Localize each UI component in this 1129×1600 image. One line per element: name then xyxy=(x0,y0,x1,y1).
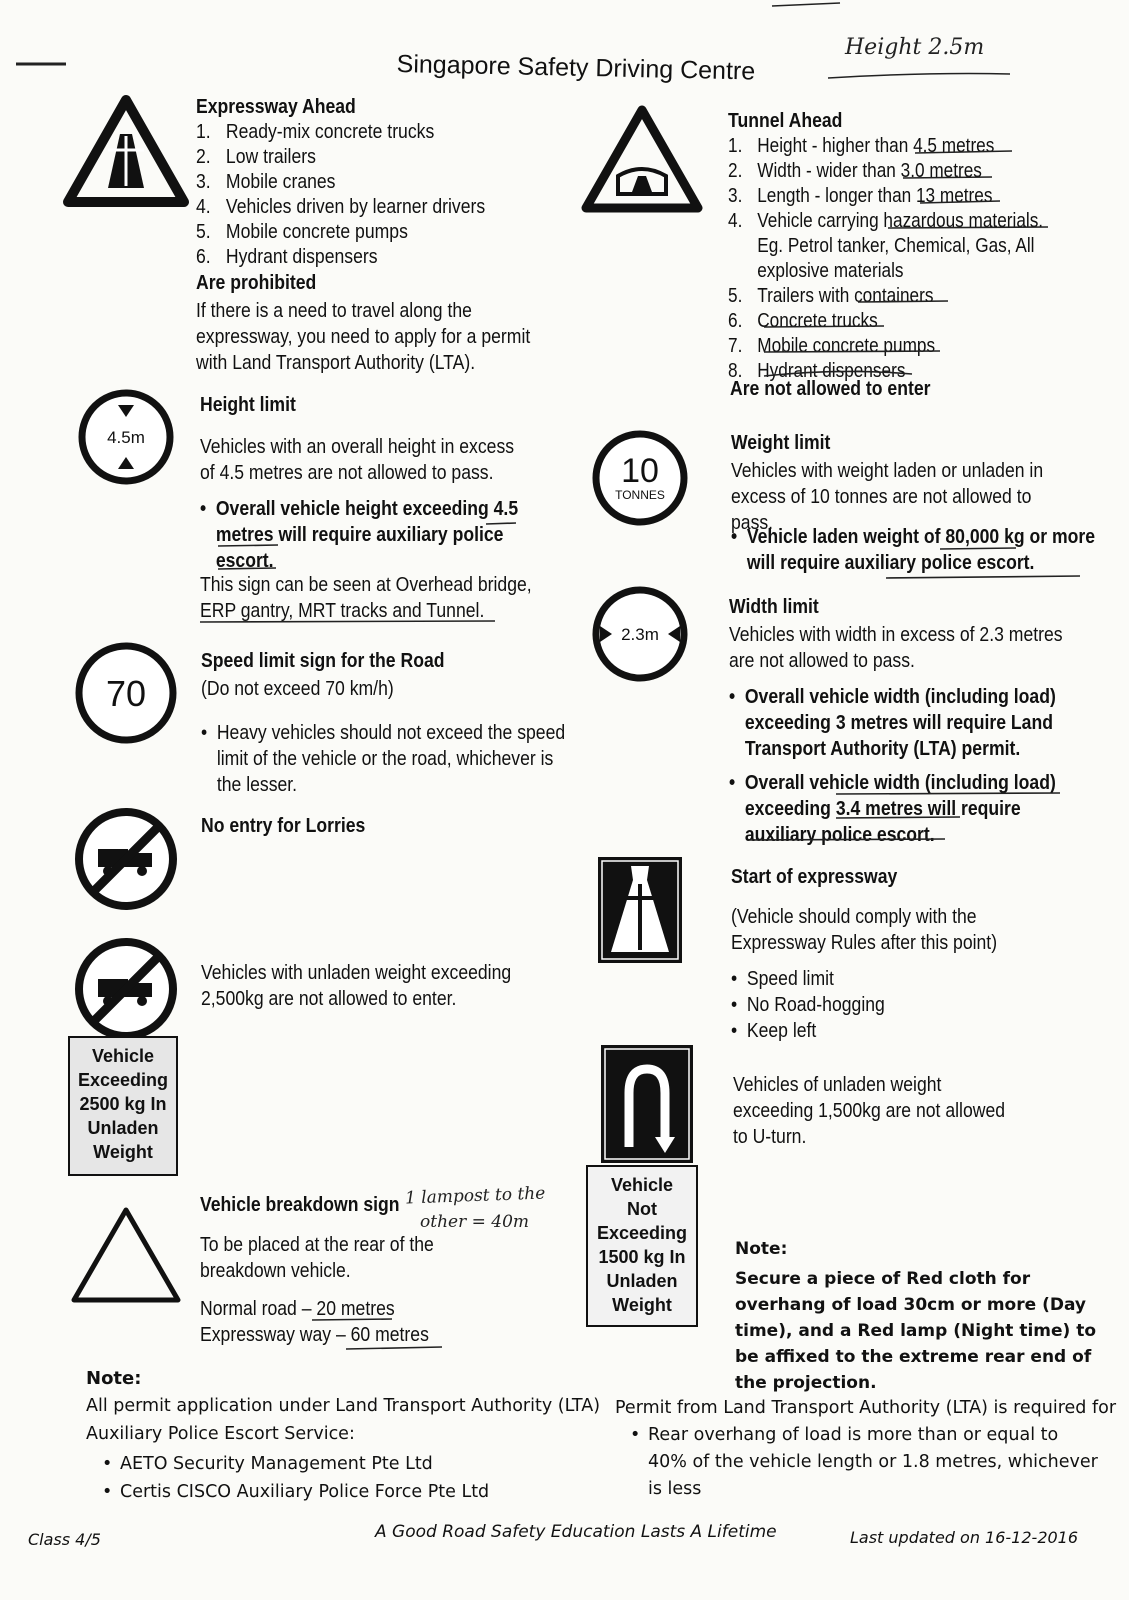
plate-line: Unladen xyxy=(606,1271,678,1291)
list-number: 2. xyxy=(728,160,743,182)
expressway-permit-text: If there is a need to travel along the expressway, you need to apply for a permit with Land Transport Authority (LTA). xyxy=(196,300,531,374)
handwritten-lamppost-note: 1 lampost to the xyxy=(404,1183,546,1209)
list-number: 4. xyxy=(728,210,743,232)
are-prohibited-label: Are prohibited xyxy=(196,272,317,294)
list-number: 5. xyxy=(728,285,743,307)
list-text: Eg. Petrol tanker, Chemical, Gas, All xyxy=(757,235,1035,257)
height-limit-sign xyxy=(76,387,176,487)
width-limit-bullets xyxy=(729,684,1088,762)
list-item xyxy=(728,284,1043,309)
footer-updated: Last updated on 16-12-2016 xyxy=(850,1528,1079,1547)
list-text: Vehicles driven by learner drivers xyxy=(225,196,486,218)
height-limit-bullets xyxy=(200,496,528,574)
weight-limit-sign xyxy=(590,428,690,528)
list-item xyxy=(728,209,1043,234)
note-right-text: Secure a piece of Red cloth for overhang of load 30cm or more (Day time), and a Red lamp (Night time) to be affixed to the extreme rear end of the projection. xyxy=(735,1269,1097,1393)
bullet-item: • No Road-hogging xyxy=(747,992,1011,1018)
header-marks xyxy=(0,0,1129,100)
no-uturn-sign xyxy=(599,1043,695,1165)
no-lorries-sign xyxy=(72,805,180,913)
height-limit-seen-text: This sign can be seen at Overhead bridge, ERP gantry, MRT tracks and Tunnel. xyxy=(200,574,532,622)
list-text: Width - wider than 3.0 metres xyxy=(757,160,982,182)
breakdown-normal-road: Normal road – 20 metres xyxy=(200,1298,395,1320)
weight-sign-unit: TONNES xyxy=(615,488,665,502)
list-text: Mobile concrete pumps xyxy=(757,335,936,357)
permit-required-list xyxy=(648,1422,1098,1503)
plate-line: Exceeding xyxy=(596,1223,688,1243)
width-escort-bullet: • Overall vehicle width (including load) exceeding 3.4 metres will require auxiliary police escort. xyxy=(745,770,1097,848)
plate-line: Not xyxy=(627,1199,657,1219)
list-item xyxy=(196,220,485,245)
width-limit-sign-text: 2.3m xyxy=(621,625,659,644)
unladen-1500-plate xyxy=(586,1165,698,1327)
width-escort-bullets xyxy=(729,770,1097,848)
plate-line: 2500 kg In xyxy=(79,1094,167,1114)
tunnel-restriction-list xyxy=(728,134,1043,384)
list-number: 3. xyxy=(728,185,743,207)
list-number: 4. xyxy=(196,196,211,218)
list-item xyxy=(728,259,1043,284)
bullet-item: • Certis CISCO Auxiliary Police Force Pte Ltd xyxy=(120,1478,489,1506)
width-limit-text: Vehicles with width in excess of 2.3 metres are not allowed to pass. xyxy=(729,624,1063,672)
list-number: 6. xyxy=(728,310,743,332)
breakdown-expressway: Expressway way – 60 metres xyxy=(200,1324,429,1346)
list-item xyxy=(728,234,1043,259)
list-item xyxy=(196,120,485,145)
plate-line: Vehicle xyxy=(610,1175,674,1195)
list-item xyxy=(728,309,1043,334)
list-item xyxy=(728,184,1043,209)
list-text: Hydrant dispensers xyxy=(225,246,378,268)
list-number: 1. xyxy=(196,121,211,143)
breakdown-heading: Vehicle breakdown sign xyxy=(200,1194,400,1216)
unladen-2500-plate xyxy=(68,1036,178,1176)
speed-limit-sign-text: 70 xyxy=(105,673,147,714)
plate-line: Weight xyxy=(93,1142,153,1162)
list-text: Mobile cranes xyxy=(225,171,336,193)
list-item xyxy=(728,334,1043,359)
uturn-text: Vehicles of unladen weight exceeding 1,500kg are not allowed to U-turn. xyxy=(733,1074,1006,1148)
breakdown-text: To be placed at the rear of the breakdown vehicle. xyxy=(200,1234,434,1282)
list-text: Length - longer than 13 metres xyxy=(757,185,993,207)
start-expressway-text: (Vehicle should comply with the Expressway Rules after this point) xyxy=(731,906,998,954)
start-expressway-heading: Start of expressway xyxy=(731,866,898,888)
footer-slogan: A Good Road Safety Education Lasts A Lifetime xyxy=(375,1522,777,1542)
speed-limit-bullet: • Heavy vehicles should not exceed the speed limit of the vehicle or the road, whichever is the lesser. xyxy=(217,720,569,798)
note-bottom-heading: Note: xyxy=(86,1368,142,1389)
permit-required-line: Permit from Land Transport Authority (LTA) is required for xyxy=(615,1398,1117,1418)
list-item xyxy=(728,159,1043,184)
note-bottom-line1: All permit application under Land Transport Authority (LTA) xyxy=(86,1396,601,1416)
width-limit-heading: Width limit xyxy=(729,596,819,618)
list-item xyxy=(196,245,485,270)
page-title: Singapore Safety Driving Centre xyxy=(396,50,756,86)
speed-limit-bullets xyxy=(201,720,569,798)
weight-sign-number: 10 xyxy=(621,452,659,490)
escort-service-list xyxy=(120,1450,489,1506)
list-text: Concrete trucks xyxy=(757,310,878,332)
no-lorries-heading: No entry for Lorries xyxy=(201,815,366,837)
list-text: Height - higher than 4.5 metres xyxy=(757,135,995,157)
list-number: 7. xyxy=(728,335,743,357)
width-permit-bullet: • Overall vehicle width (including load) exceeding 3 metres will require Land Transport Authority (LTA) permit. xyxy=(745,684,1088,762)
handwritten-height-note: Height 2.5m xyxy=(845,35,985,60)
expressway-ahead-sign xyxy=(62,94,190,210)
plate-line: Exceeding xyxy=(77,1070,169,1090)
list-text: Vehicle carrying hazardous materials. xyxy=(757,210,1044,232)
list-number: 2. xyxy=(196,146,211,168)
start-expressway-sign xyxy=(597,856,683,964)
plate-line: Vehicle xyxy=(91,1046,155,1066)
expressway-prohibited-list xyxy=(196,120,485,270)
tunnel-ahead-sign xyxy=(580,104,704,216)
unladen-2500-text: Vehicles with unladen weight exceeding 2,500kg are not allowed to enter. xyxy=(201,962,512,1010)
width-limit-sign xyxy=(590,584,690,684)
weight-limit-bullets xyxy=(731,524,1099,576)
note-right-heading: Note: xyxy=(735,1239,788,1259)
no-lorries-weight-sign xyxy=(72,935,180,1043)
list-item xyxy=(196,170,485,195)
bullet-item: • Keep left xyxy=(747,1018,1011,1044)
weight-limit-text: Vehicles with weight laden or unladen in excess of 10 tonnes are not allowed to pass. xyxy=(731,460,1044,534)
expressway-rules-list xyxy=(731,966,1011,1044)
expressway-ahead-heading: Expressway Ahead xyxy=(196,96,356,118)
footer-class: Class 4/5 xyxy=(28,1530,101,1549)
note-bottom-line2: Auxiliary Police Escort Service: xyxy=(86,1424,355,1444)
list-text: Trailers with containers xyxy=(757,285,934,307)
rear-overhang-bullet: • Rear overhang of load is more than or equal to 40% of the vehicle length or 1.8 metres, whichever is less xyxy=(648,1422,1098,1503)
plate-line: Weight xyxy=(612,1295,672,1315)
list-text: Low trailers xyxy=(225,146,316,168)
bullet-item: • AETO Security Management Pte Ltd xyxy=(120,1450,489,1478)
bullet-item: • Speed limit xyxy=(747,966,1011,992)
list-number: 1. xyxy=(728,135,743,157)
height-limit-heading: Height limit xyxy=(200,394,296,416)
list-text: Mobile concrete pumps xyxy=(225,221,408,243)
speed-limit-sub: (Do not exceed 70 km/h) xyxy=(201,678,394,700)
list-item xyxy=(728,134,1043,159)
list-item xyxy=(196,145,485,170)
not-allowed-label: Are not allowed to enter xyxy=(730,378,931,400)
list-number: 8. xyxy=(728,360,743,382)
plate-line: 1500 kg In xyxy=(598,1247,686,1267)
breakdown-triangle-sign xyxy=(68,1204,184,1308)
list-text: Ready-mix concrete trucks xyxy=(225,121,435,143)
list-number: 3. xyxy=(196,171,211,193)
height-escort-bullet: • Overall vehicle height exceeding 4.5 metres will require auxiliary police escort. xyxy=(216,496,528,574)
speed-limit-heading: Speed limit sign for the Road xyxy=(201,650,445,672)
list-number: 5. xyxy=(196,221,211,243)
speed-limit-sign xyxy=(73,640,179,746)
height-limit-sign-text: 4.5m xyxy=(107,428,145,447)
weight-limit-heading: Weight limit xyxy=(731,432,831,454)
plate-line: Unladen xyxy=(87,1118,159,1138)
tunnel-ahead-heading: Tunnel Ahead xyxy=(728,110,843,132)
list-text: explosive materials xyxy=(757,260,904,282)
height-limit-text: Vehicles with an overall height in excess of 4.5 metres are not allowed to pass. xyxy=(200,436,515,484)
list-item xyxy=(196,195,485,220)
list-number: 6. xyxy=(196,246,211,268)
weight-escort-bullet: • Vehicle laden weight of 80,000 kg or more will require auxiliary police escort. xyxy=(747,524,1099,576)
list-text: Hydrant dispensers xyxy=(757,360,906,382)
handwritten-40m-note: other = 40m xyxy=(420,1212,530,1232)
